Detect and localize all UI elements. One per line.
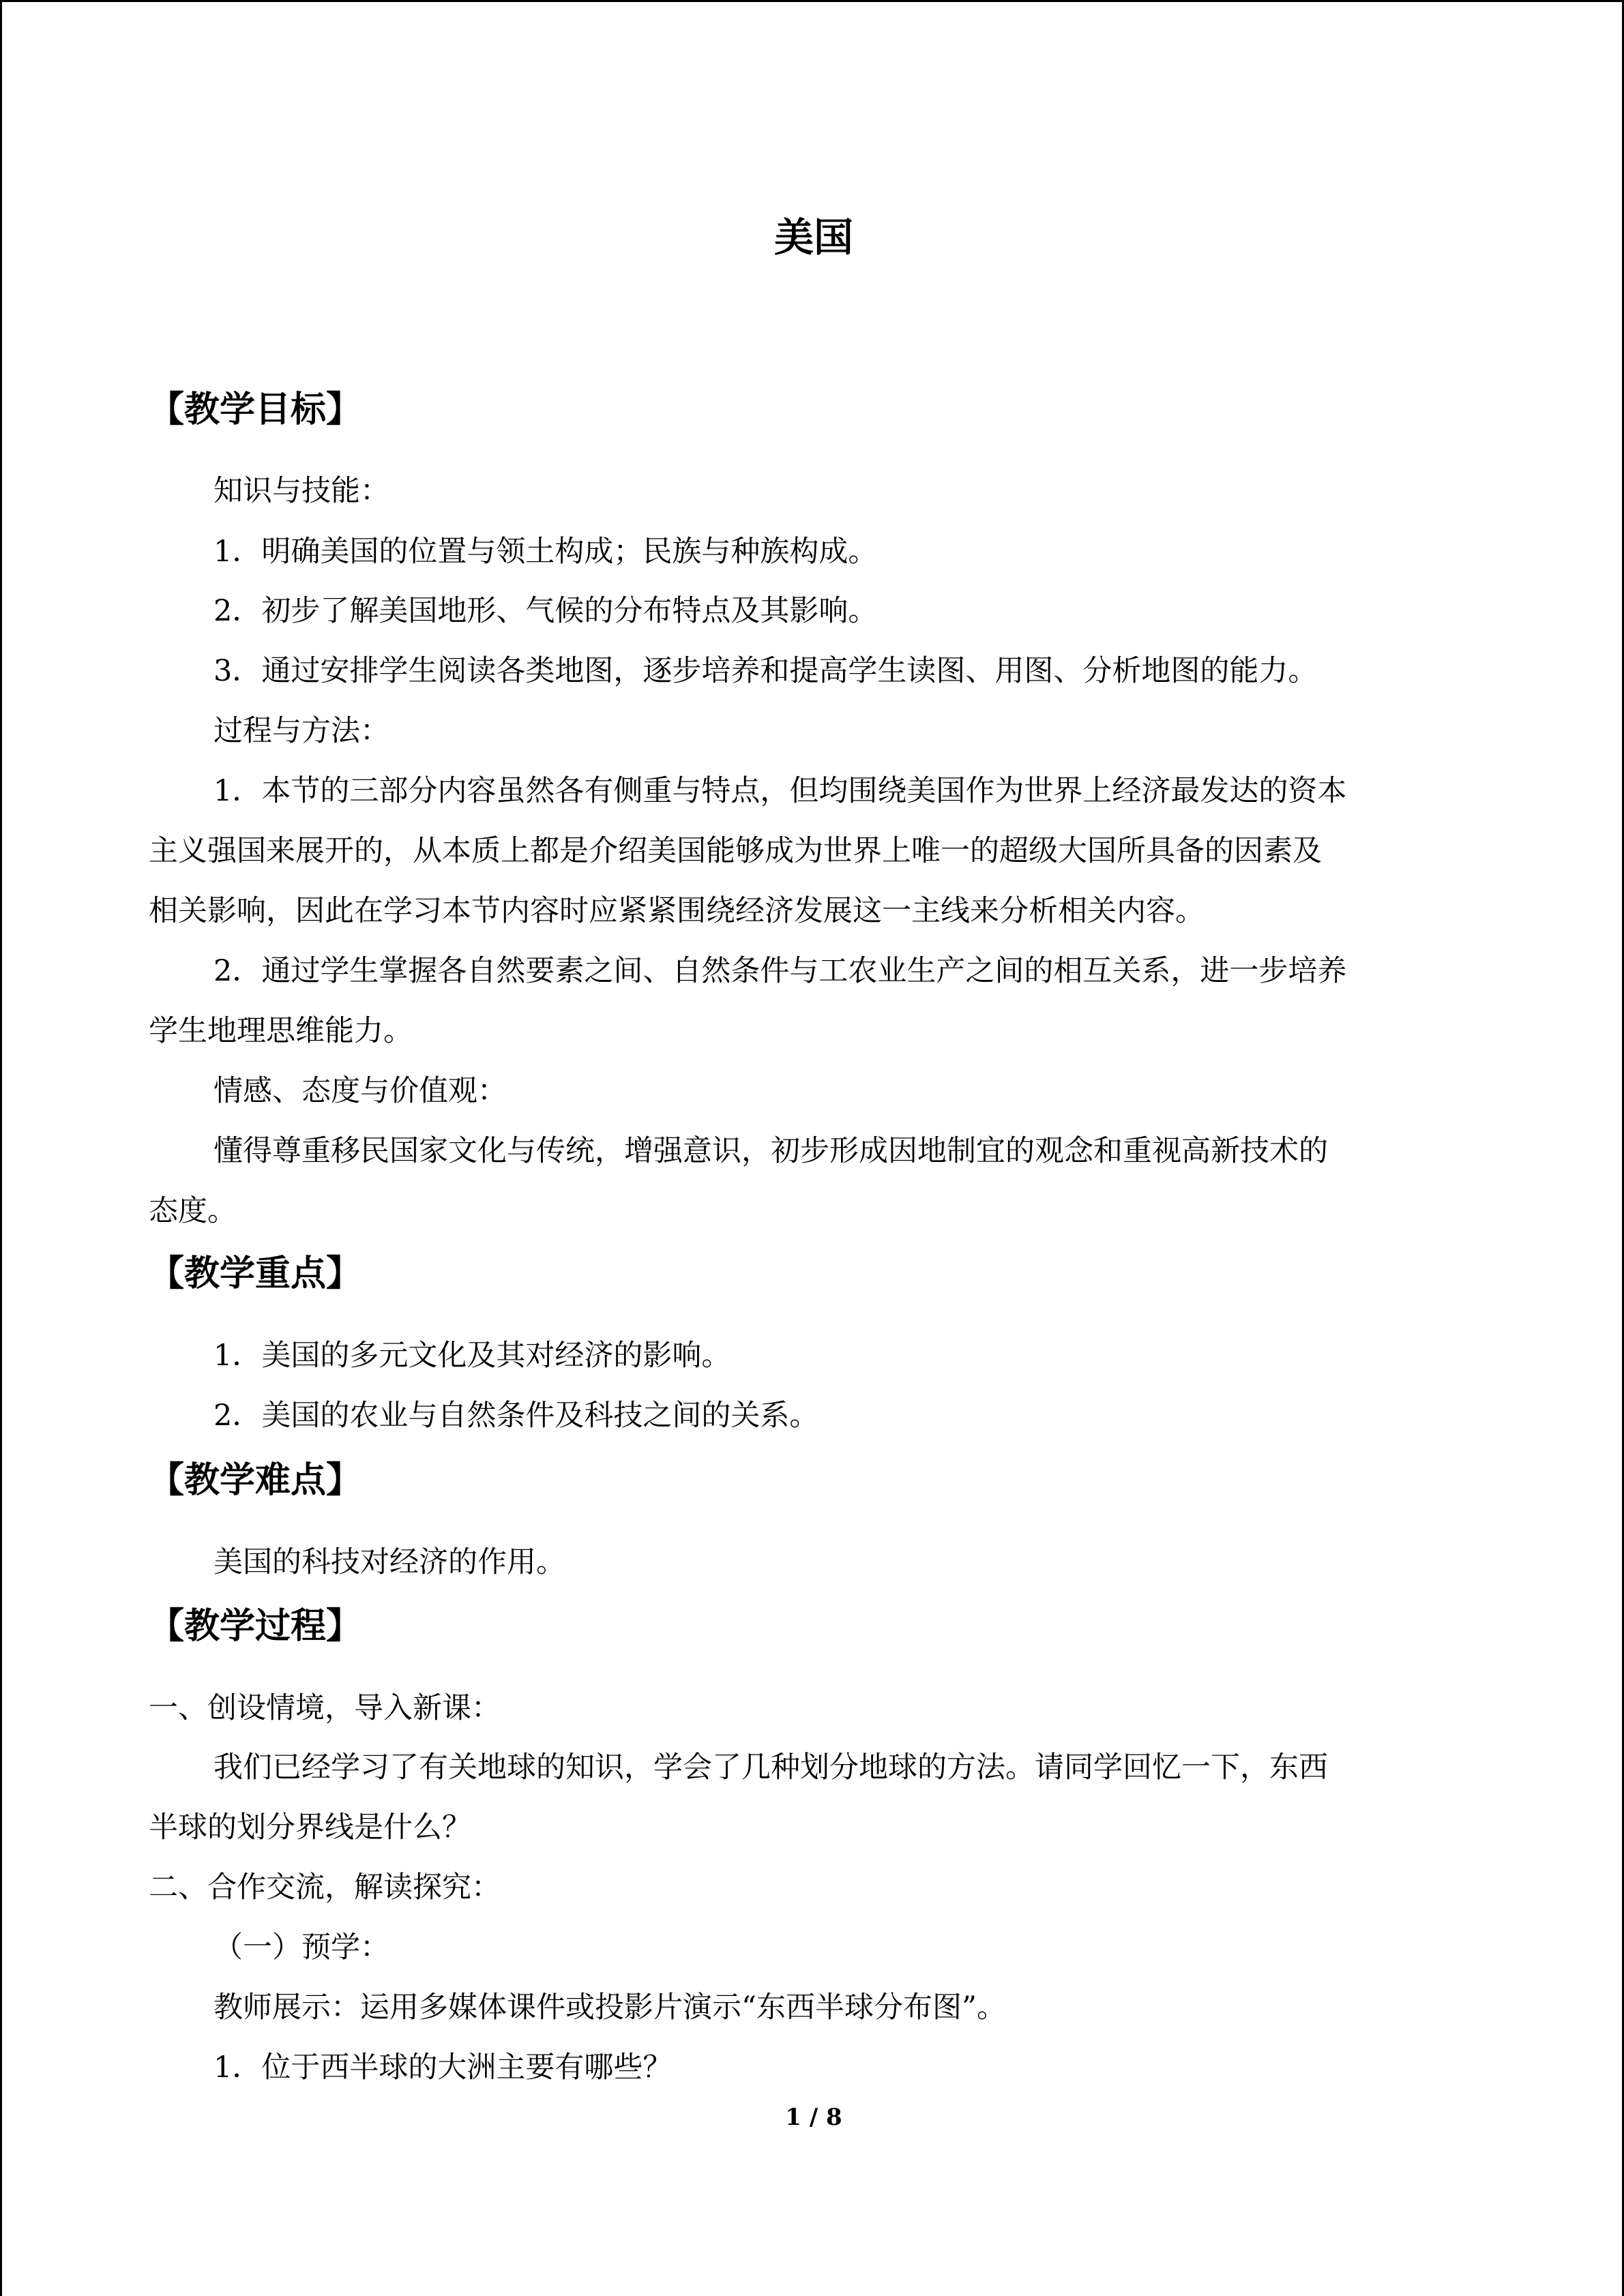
process-line: 教师展示：运用多媒体课件或投影片演示“东西半球分布图”。 (213, 1991, 1006, 2025)
process-line: 一、创设情境，导入新课： (149, 1691, 501, 1725)
objectives-line: 态度。 (149, 1194, 237, 1228)
objectives-line: 1．明确美国的位置与领土构成；民族与种族构成。 (213, 535, 878, 569)
heading-objectives: 【教学目标】 (149, 389, 362, 430)
objectives-line: 过程与方法： (213, 714, 389, 748)
key-points-line: 2．美国的农业与自然条件及科技之间的关系。 (213, 1399, 819, 1433)
process-line: 1．位于西半球的大洲主要有哪些？ (213, 2051, 673, 2085)
key-points-line: 1．美国的多元文化及其对经济的影响。 (213, 1339, 731, 1373)
objectives-line: 3．通过安排学生阅读各类地图，逐步培养和提高学生读图、用图、分析地图的能力。 (213, 654, 1318, 688)
objectives-line: 学生地理思维能力。 (149, 1014, 413, 1048)
objectives-line: 懂得尊重移民国家文化与传统，增强意识，初步形成因地制宜的观念和重视高新技术的 (213, 1134, 1328, 1168)
objectives-line: 2．初步了解美国地形、气候的分布特点及其影响。 (213, 594, 878, 628)
process-line: 二、合作交流，解读探究： (149, 1870, 501, 1905)
difficulties-line: 美国的科技对经济的作用。 (213, 1545, 565, 1579)
process-line: 我们已经学习了有关地球的知识，学会了几种划分地球的方法。请同学回忆一下，东西 (213, 1750, 1328, 1785)
heading-difficulties: 【教学难点】 (149, 1460, 362, 1501)
page-number: 1 / 8 (785, 2104, 842, 2131)
objectives-line: 2．通过学生掌握各自然要素之间、自然条件与工农业生产之间的相互关系，进一步培养 (213, 954, 1347, 988)
objectives-line: 情感、态度与价值观： (213, 1074, 507, 1108)
page-title: 美国 (773, 214, 853, 260)
objectives-line: 1．本节的三部分内容虽然各有侧重与特点，但均围绕美国作为世界上经济最发达的资本 (213, 774, 1347, 808)
objectives-line: 主义强国来展开的，从本质上都是介绍美国能够成为世界上唯一的超级大国所具备的因素及 (149, 834, 1322, 868)
objectives-line: 知识与技能： (213, 474, 389, 508)
page-left-border (0, 0, 2, 2296)
process-line: （一）预学： (213, 1930, 389, 1965)
heading-key-points: 【教学重点】 (149, 1253, 362, 1294)
heading-process: 【教学过程】 (149, 1606, 362, 1647)
page-top-border (0, 0, 1624, 2)
objectives-line: 相关影响，因此在学习本节内容时应紧紧围绕经济发展这一主线来分析相关内容。 (149, 894, 1205, 928)
process-line: 半球的划分界线是什么？ (149, 1810, 471, 1845)
